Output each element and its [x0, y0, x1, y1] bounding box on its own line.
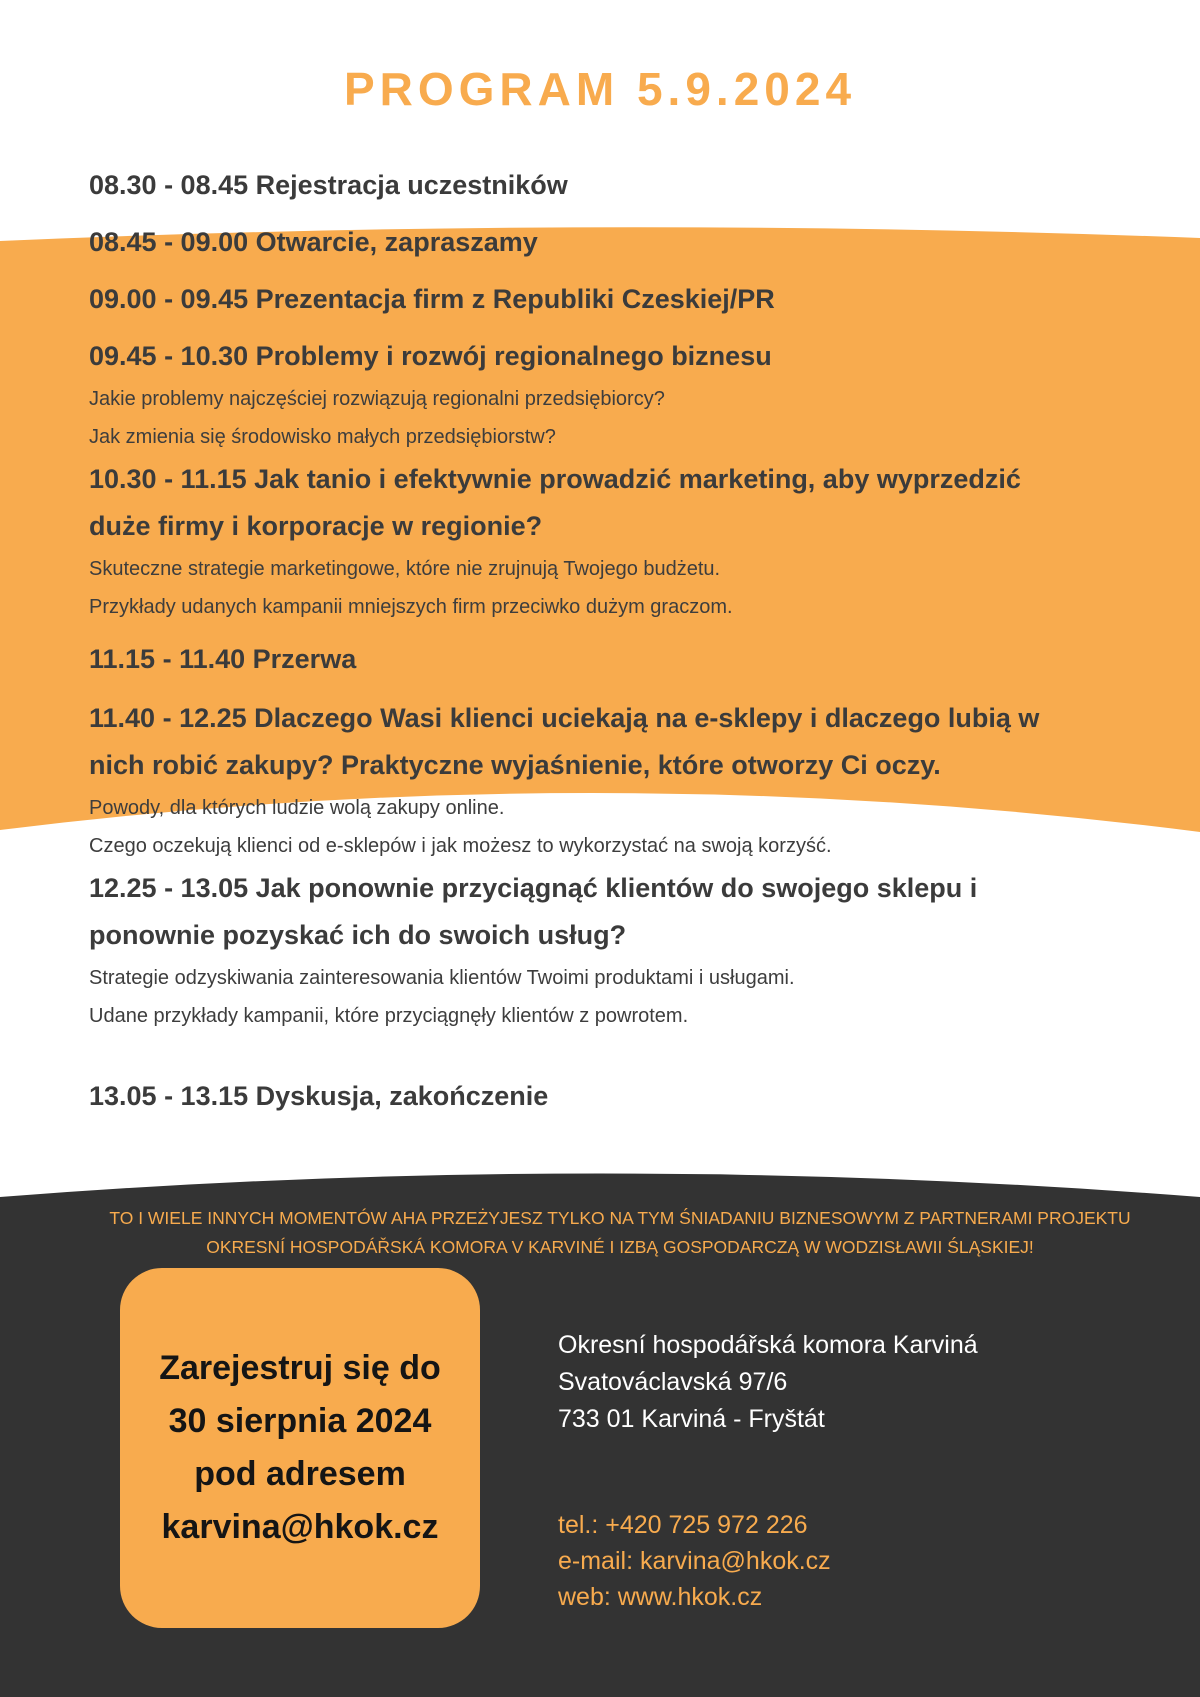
agenda-item-title: ponownie pozyskać ich do swoich usług? [89, 920, 627, 950]
agenda-item-title: 09.45 - 10.30 Problemy i rozwój regionalnego biznesu [89, 341, 772, 371]
agenda-item-title: 13.05 - 13.15 Dyskusja, zakończenie [89, 1081, 549, 1111]
email-link[interactable]: e-mail: karvina@hkok.cz [558, 1547, 831, 1575]
footer-tagline-line: OKRESNÍ HOSPODÁŘSKÁ KOMORA V KARVINÉ I IZBĄ GOSPODARCZĄ W WODZISŁAWII ŚLĄSKIEJ! [206, 1237, 1034, 1257]
agenda [89, 162, 1149, 1120]
web-link[interactable]: web: www.hkok.cz [558, 1583, 763, 1611]
agenda-item-regional-business [89, 333, 1149, 456]
agenda-item-registration [89, 162, 1149, 209]
agenda-item-break [89, 636, 1149, 683]
agenda-item-title: 10.30 - 11.15 Jak tanio i efektywnie prowadzić marketing, aby wyprzedzić [89, 464, 1021, 494]
agenda-item-title: 12.25 - 13.05 Jak ponownie przyciągnąć klientów do swojego sklepu i [89, 873, 978, 903]
registration-box [120, 1268, 480, 1628]
agenda-item-description: Powody, dla których ludzie wolą zakupy online. [89, 797, 505, 819]
contact-info [558, 1507, 1178, 1615]
footer-tagline [40, 1204, 1200, 1262]
agenda-item-title: nich robić zakupy? Praktyczne wyjaśnienie, które otworzy Ci oczy. [89, 750, 941, 780]
agenda-item-customer-return [89, 865, 1149, 1035]
agenda-item-title: 11.15 - 11.40 Przerwa [89, 644, 357, 674]
agenda-item-description: Przykłady udanych kampanii mniejszych firm przeciwko dużym graczom. [89, 596, 733, 618]
agenda-item-opening [89, 219, 1149, 266]
agenda-item-title: 08.45 - 09.00 Otwarcie, zapraszamy [89, 227, 538, 257]
agenda-item-title: 08.30 - 08.45 Rejestracja uczestników [89, 170, 568, 200]
agenda-item-company-presentation [89, 276, 1149, 323]
registration-line: Zarejestruj się do [159, 1349, 441, 1387]
agenda-item-title: duże firmy i korporacje w regionie? [89, 511, 543, 541]
organization-name: Okresní hospodářská komora Karviná [558, 1331, 978, 1359]
agenda-item-title: 09.00 - 09.45 Prezentacja firm z Republiki Czeskiej/PR [89, 284, 775, 314]
page-title: PROGRAM 5.9.2024 [343, 63, 857, 115]
registration-deadline: 30 sierpnia 2024 [168, 1402, 432, 1440]
city-address: 733 01 Karviná - Fryštát [558, 1405, 825, 1433]
agenda-item-description: Udane przykłady kampanii, które przyciągnęły klientów z powrotem. [89, 1005, 689, 1027]
agenda-item-eshops [89, 695, 1149, 865]
street-address: Svatováclavská 97/6 [558, 1368, 788, 1396]
footer-tagline-line: TO I WIELE INNYCH MOMENTÓW AHA PRZEŻYJESZ TYLKO NA TYM ŚNIADANIU BIZNESOWYM Z PARTNERAMI PROJEKTU [109, 1208, 1131, 1228]
agenda-item-description: Jak zmienia się środowisko małych przedsiębiorstw? [89, 426, 556, 448]
agenda-item-marketing [89, 456, 1149, 626]
agenda-item-title: 11.40 - 12.25 Dlaczego Wasi klienci uciekają na e-sklepy i dlaczego lubią w [89, 703, 1040, 733]
registration-line: pod adresem [194, 1455, 406, 1493]
registration-email-link[interactable]: karvina@hkok.cz [161, 1508, 439, 1546]
agenda-item-discussion [89, 1073, 1149, 1120]
agenda-item-description: Strategie odzyskiwania zainteresowania klientów Twoimi produktami i usługami. [89, 967, 795, 989]
phone-link[interactable]: tel.: +420 725 972 226 [558, 1511, 808, 1539]
agenda-item-description: Skuteczne strategie marketingowe, które nie zrujnują Twojego budżetu. [89, 558, 721, 580]
contact-address [558, 1327, 1178, 1438]
agenda-item-description: Jakie problemy najczęściej rozwiązują regionalni przedsiębiorcy? [89, 388, 665, 410]
agenda-item-description: Czego oczekują klienci od e-sklepów i jak możesz to wykorzystać na swoją korzyść. [89, 835, 832, 857]
